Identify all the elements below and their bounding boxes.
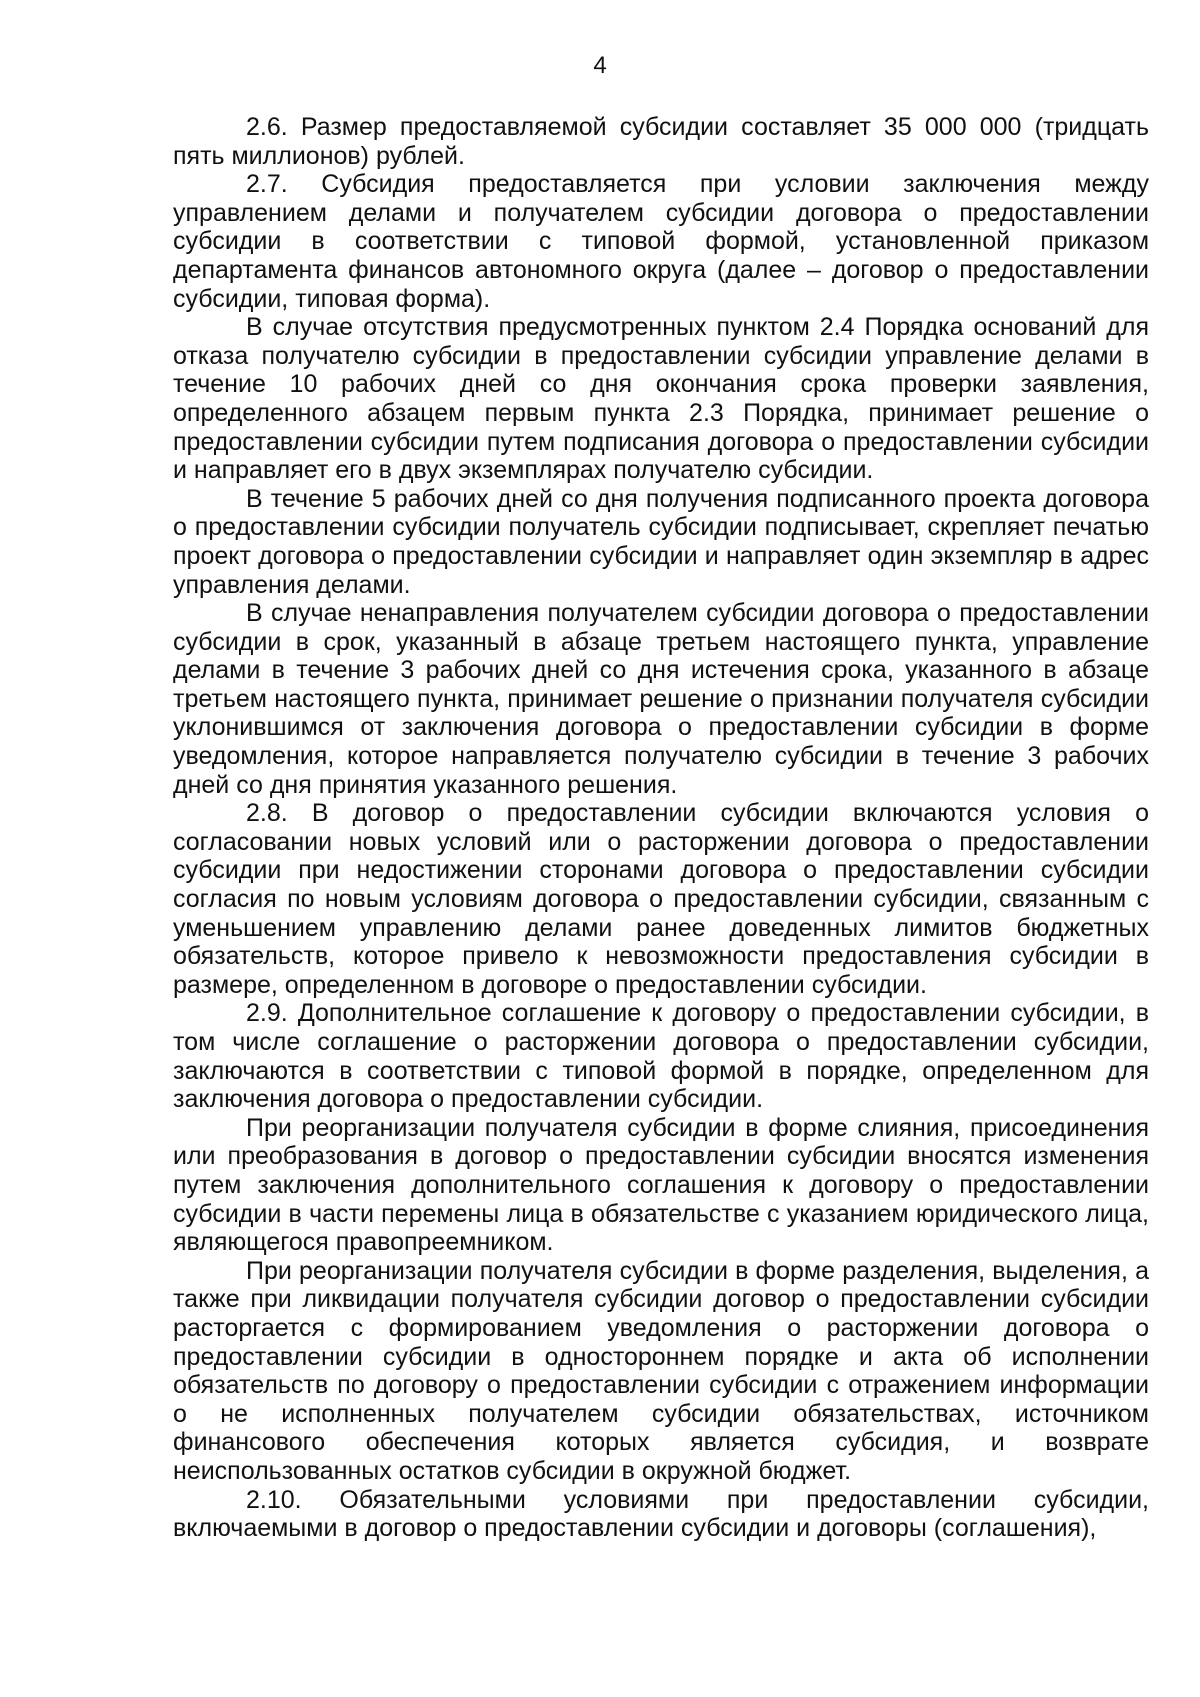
paragraph-2-10: 2.10. Обязательными условиями при предоставлении субсидии, включаемыми в договор о предоставлении субсидии и договоры (соглашения), (173, 1485, 1149, 1543)
paragraph-2-7-evasion: В случае ненаправления получателем субсидии договора о предоставлении субсидии в срок, указанный в абзаце третьем настоящего пункта, управление делами в течение 3 рабочих дней со дня истечения срока, указанного в абзаце третьем настоящего пункта, принимает решение о признании получателя субсидии уклонившимся от заключения договора о предоставлении субсидии в форме уведомления, которое направляется получателю субсидии в течение 3 рабочих дней со дня принятия указанного решения. (173, 599, 1149, 799)
paragraph-2-9-liquidation: При реорганизации получателя субсидии в форме разделения, выделения, а также при ликвидации получателя субсидии договор о предоставлении субсидии расторгается с формированием уведомления о расторжении договора о предоставлении субсидии в одностороннем порядке и акта об исполнении обязательств по договору о предоставлении субсидии с отражением информации о не исполненных получателем субсидии обязательствах, источником финансового обеспечения которых является субсидия, и возврате неиспользованных остатков субсидии в окружной бюджет. (173, 1256, 1149, 1485)
paragraph-2-7: 2.7. Субсидия предоставляется при условии заключения между управлением делами и получателем субсидии договора о предоставлении субсидии в соответствии с типовой формой, установленной приказом департамента финансов автономного округа (далее – договор о предоставлении субсидии, типовая форма). (173, 170, 1149, 313)
paragraph-2-7-decision: В случае отсутствия предусмотренных пунктом 2.4 Порядка оснований для отказа получателю субсидии в предоставлении субсидии управление делами в течение 10 рабочих дней со дня окончания срока проверки заявления, определенного абзацем первым пункта 2.3 Порядка, принимает решение о предоставлении субсидии путем подписания договора о предоставлении субсидии и направляет его в двух экземплярах получателю субсидии. (173, 313, 1149, 485)
paragraph-2-9-merger: При реорганизации получателя субсидии в форме слияния, присоединения или преобразования в договор о предоставлении субсидии вносятся изменения путем заключения дополнительного соглашения к договору о предоставлении субсидии в части перемены лица в обязательстве с указанием юридического лица, являющегося правопреемником. (173, 1113, 1149, 1257)
paragraph-2-7-signing: В течение 5 рабочих дней со дня получения подписанного проекта договора о предоставлении субсидии получатель субсидии подписывает, скрепляет печатью проект договора о предоставлении субсидии и направляет один экземпляр в адрес управления делами. (173, 484, 1149, 599)
paragraph-2-6: 2.6. Размер предоставляемой субсидии составляет 35 000 000 (тридцать пять миллионов) рублей. (173, 113, 1149, 170)
paragraph-2-9: 2.9. Дополнительное соглашение к договору о предоставлении субсидии, в том числе соглашение о расторжении договора о предоставлении субсидии, заключаются в соответствии с типовой формой в порядке, определенном для заключения договора о предоставлении субсидии. (173, 999, 1149, 1114)
page-number: 4 (593, 52, 607, 79)
paragraph-2-8: 2.8. В договор о предоставлении субсидии включаются условия о согласовании новых условий или о расторжении договора о предоставлении субсидии при недостижении сторонами договора о предоставлении субсидии согласия по новым условиям договора о предоставлении субсидии, связанным с уменьшением управлению делами ранее доведенных лимитов бюджетных обязательств, которое привело к невозможности предоставления субсидии в размере, определенном в договоре о предоставлении субсидии. (173, 799, 1149, 999)
document-body (173, 113, 1149, 1543)
